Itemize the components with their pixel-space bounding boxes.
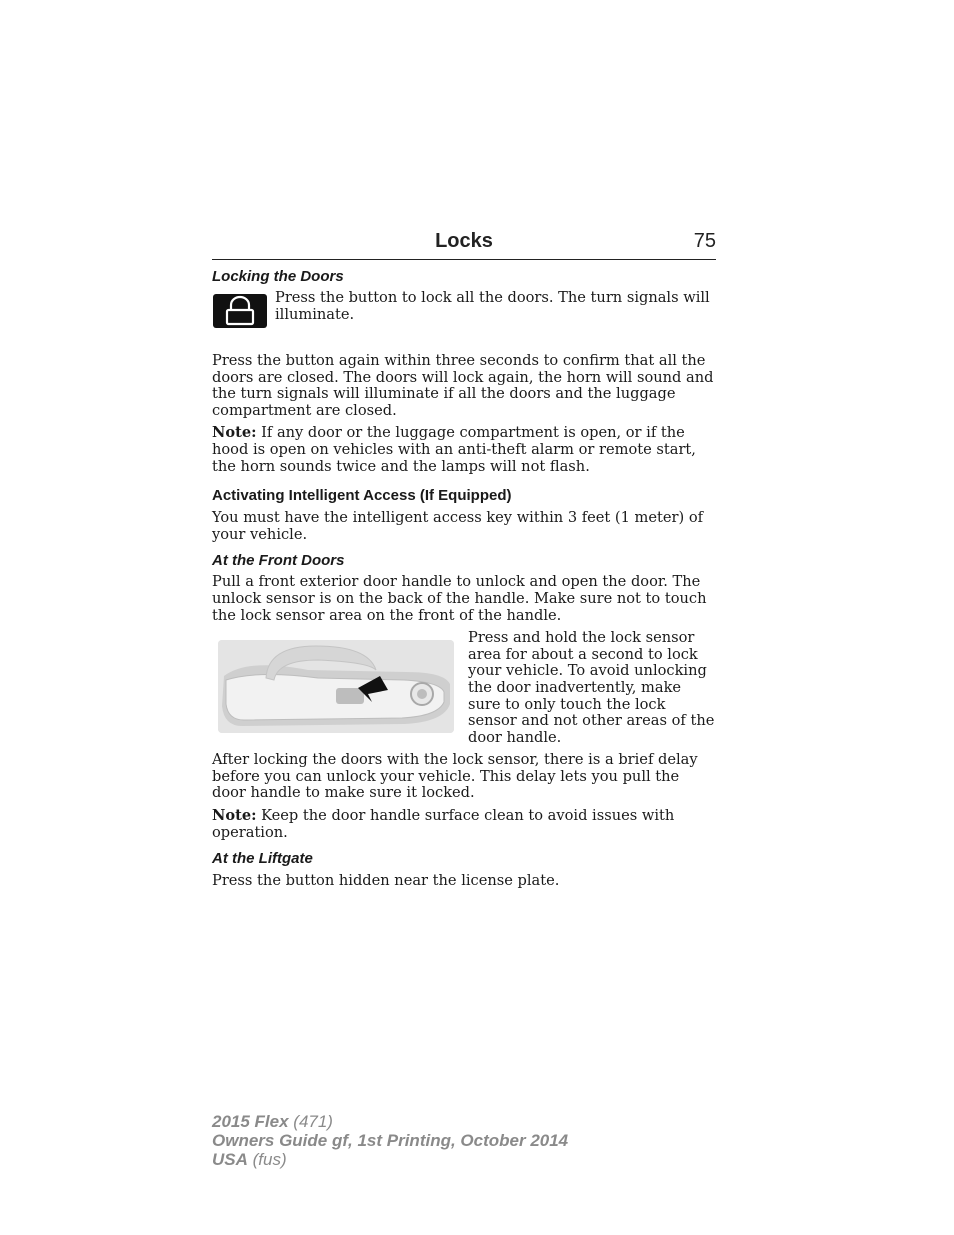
note-label: Note: bbox=[212, 424, 257, 442]
paragraph-intelligent-access: You must have the intelligent access key within 3 feet (1 meter) of your vehicle. bbox=[212, 509, 704, 543]
page-number: 75 bbox=[693, 230, 716, 252]
paragraph-brief-delay: After locking the doors with the lock sensor, there is a brief delay before you can unlock your vehicle. This delay lets you pull the door handle to make sure it locked. bbox=[212, 751, 698, 802]
note-text: Keep the door handle surface clean to avoid issues with operation. bbox=[212, 807, 675, 841]
lock-icon-row bbox=[212, 285, 716, 341]
heading-front-doors: At the Front Doors bbox=[212, 552, 345, 570]
note-paragraph-2 bbox=[212, 808, 716, 841]
footer-model-code: (471) bbox=[288, 1112, 333, 1131]
paragraph-liftgate: Press the button hidden near the license plate. bbox=[212, 872, 560, 890]
paragraph-front-doors: Pull a front exterior door handle to unlock and open the door. The unlock sensor is on the back of the handle. Make sure not to touch the lock sensor area on the front of the handle. bbox=[212, 573, 707, 624]
footer-region: USA bbox=[212, 1150, 248, 1169]
footer-line-1 bbox=[212, 1112, 568, 1131]
heading-locking-the-doors: Locking the Doors bbox=[212, 268, 344, 285]
footer-region-code: (fus) bbox=[247, 1150, 287, 1169]
page-title: Locks bbox=[435, 230, 493, 252]
paragraph-press-hold-sensor: Press and hold the lock sensor area for about a second to lock your vehicle. To avoid unlocking the door inadvertently, make sure to only touch the lock sensor and not other areas of the door handle. bbox=[468, 629, 715, 746]
footer-line-2 bbox=[212, 1131, 568, 1150]
lock-icon bbox=[213, 294, 267, 328]
door-handle-illustration bbox=[218, 640, 454, 733]
lock-icon-description: Press the button to lock all the doors. The turn signals will illuminate. bbox=[275, 289, 710, 323]
heading-intelligent-access: Activating Intelligent Access (If Equipped) bbox=[212, 487, 512, 505]
heading-liftgate: At the Liftgate bbox=[212, 850, 313, 868]
footer-line-3 bbox=[212, 1150, 568, 1169]
page-footer bbox=[212, 1112, 568, 1169]
handle-section bbox=[212, 630, 716, 802]
page-header bbox=[212, 228, 716, 260]
page-content bbox=[212, 228, 716, 890]
footer-printing: Owners Guide gf, 1st Printing, October 2014 bbox=[212, 1131, 569, 1150]
footer-model: 2015 Flex bbox=[212, 1112, 289, 1131]
note-paragraph-1 bbox=[212, 425, 716, 475]
note-text: If any door or the luggage compartment is open, or if the hood is open on vehicles with an anti-theft alarm or remote start, the horn sounds twice and the lamps will not flash. bbox=[212, 424, 696, 475]
note-label: Note: bbox=[212, 807, 257, 825]
paragraph-confirm-locked: Press the button again within three seconds to confirm that all the doors are closed. The doors will lock again, the horn will sound and the turn signals will illuminate if all the doors and the luggage compartment are closed. bbox=[212, 352, 714, 419]
